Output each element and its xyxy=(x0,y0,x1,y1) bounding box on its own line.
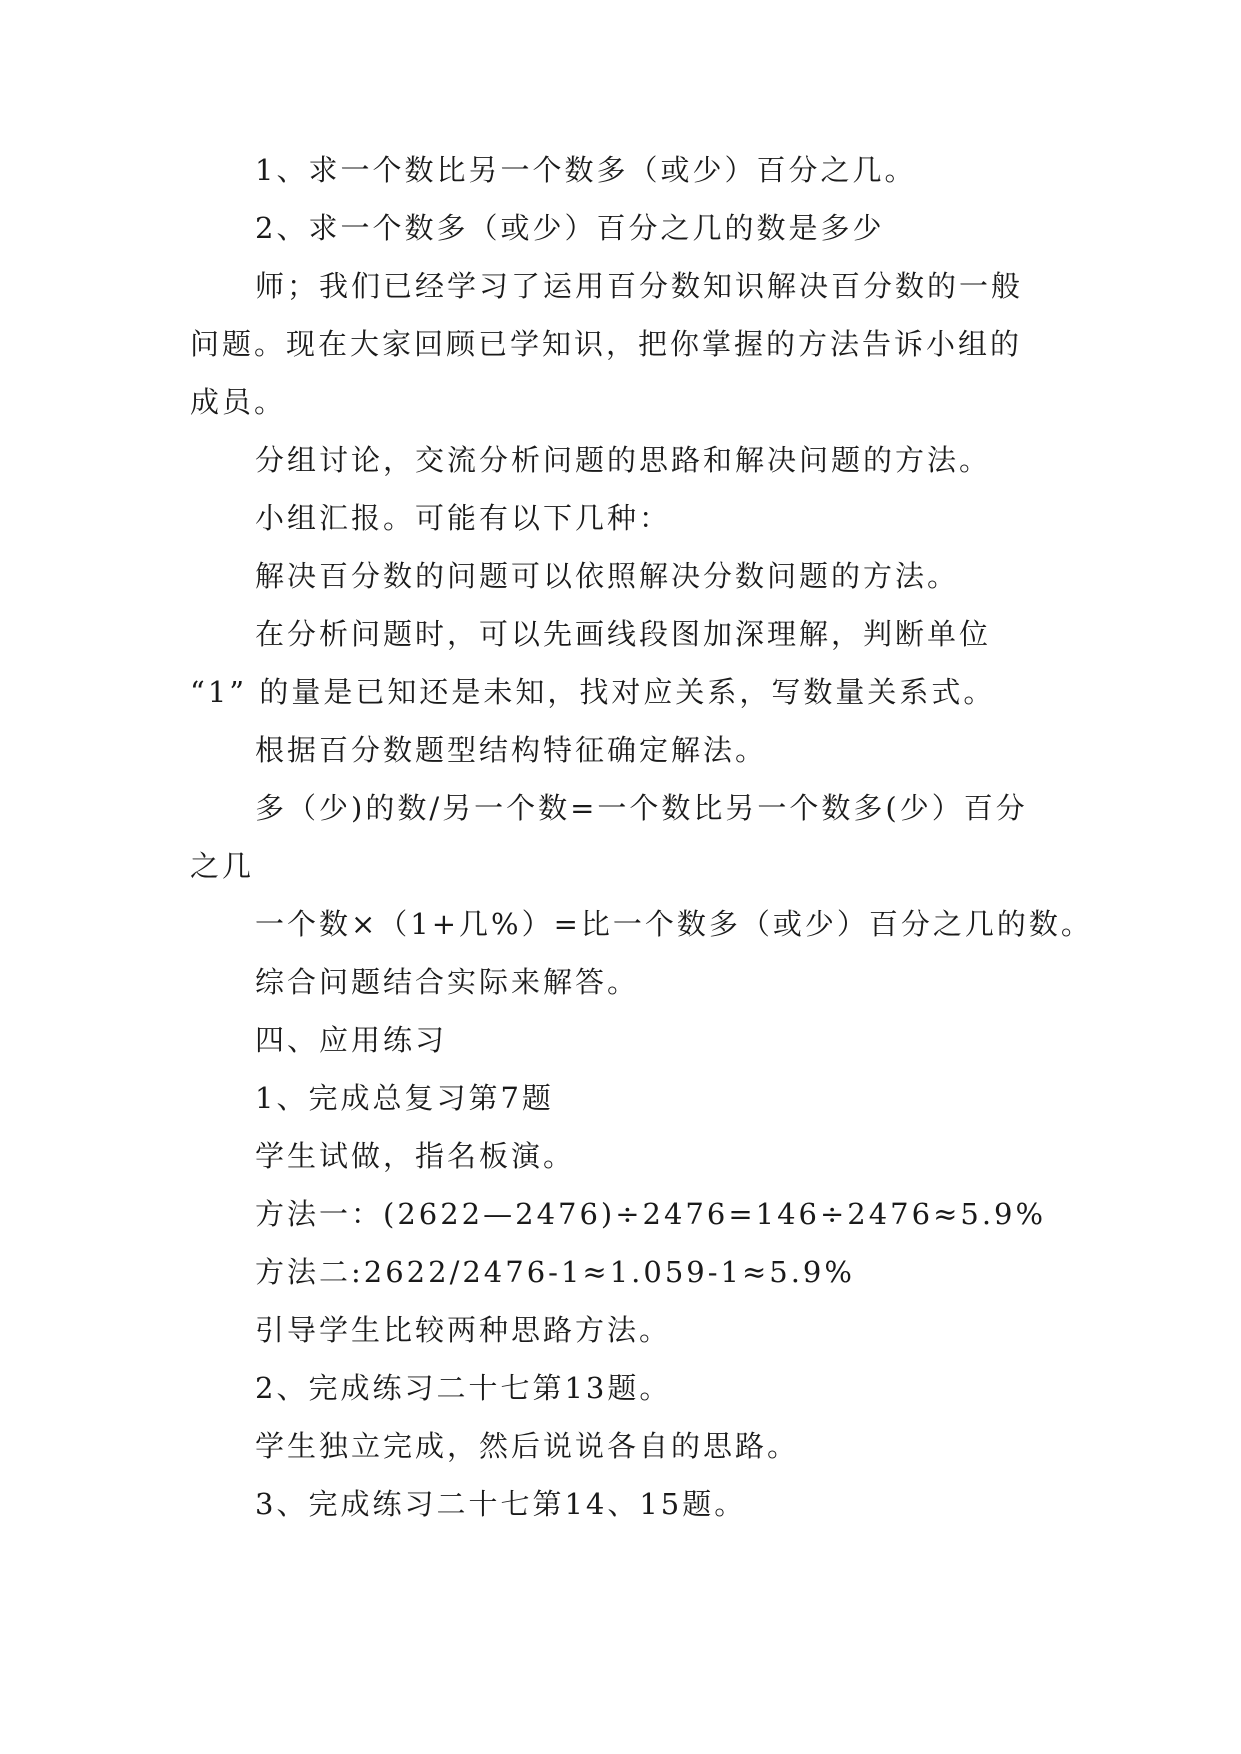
formula-line: 方法二:2622/2476-1≈1.059-1≈5.9% xyxy=(255,1255,855,1289)
text-line: 根据百分数题型结构特征确定解法。 xyxy=(255,733,768,767)
text-line: “1” 的量是已知还是未知，找对应关系，写数量关系式。 xyxy=(190,675,996,709)
text-line: 小组汇报。可能有以下几种： xyxy=(255,501,672,535)
text-line: 1、求一个数比另一个数多（或少）百分之几。 xyxy=(255,153,917,187)
text-line: 之几 xyxy=(190,849,255,883)
text-line: 分组讨论，交流分析问题的思路和解决问题的方法。 xyxy=(255,443,992,477)
text-line: 2、求一个数多（或少）百分之几的数是多少 xyxy=(255,211,885,245)
text-line: 3、完成练习二十七第14、15题。 xyxy=(255,1487,747,1521)
text-line: 1、完成总复习第7题 xyxy=(255,1081,554,1115)
text-line: 多（少)的数/另一个数=一个数比另一个数多(少）百分 xyxy=(255,791,1028,825)
text-line: 引导学生比较两种思路方法。 xyxy=(255,1313,672,1347)
text-line: 在分析问题时，可以先画线段图加深理解，判断单位 xyxy=(255,617,992,651)
text-line: 问题。现在大家回顾已学知识，把你掌握的方法告诉小组的 xyxy=(190,327,1023,361)
text-line: 学生独立完成，然后说说各自的思路。 xyxy=(255,1429,800,1463)
text-line: 一个数×（1+几%）=比一个数多（或少）百分之几的数。 xyxy=(255,907,1093,941)
text-line: 学生试做，指名板演。 xyxy=(255,1139,576,1173)
text-line: 成员。 xyxy=(190,385,287,419)
text-line: 师；我们已经学习了运用百分数知识解决百分数的一般 xyxy=(255,269,1024,303)
formula-line: 方法一：(2622—2476)÷2476=146÷2476≈5.9% xyxy=(255,1197,1047,1231)
text-line: 2、完成练习二十七第13题。 xyxy=(255,1371,672,1405)
text-line: 综合问题结合实际来解答。 xyxy=(255,965,640,999)
section-heading: 四、应用练习 xyxy=(255,1023,448,1057)
text-line: 解决百分数的问题可以依照解决分数问题的方法。 xyxy=(255,559,960,593)
